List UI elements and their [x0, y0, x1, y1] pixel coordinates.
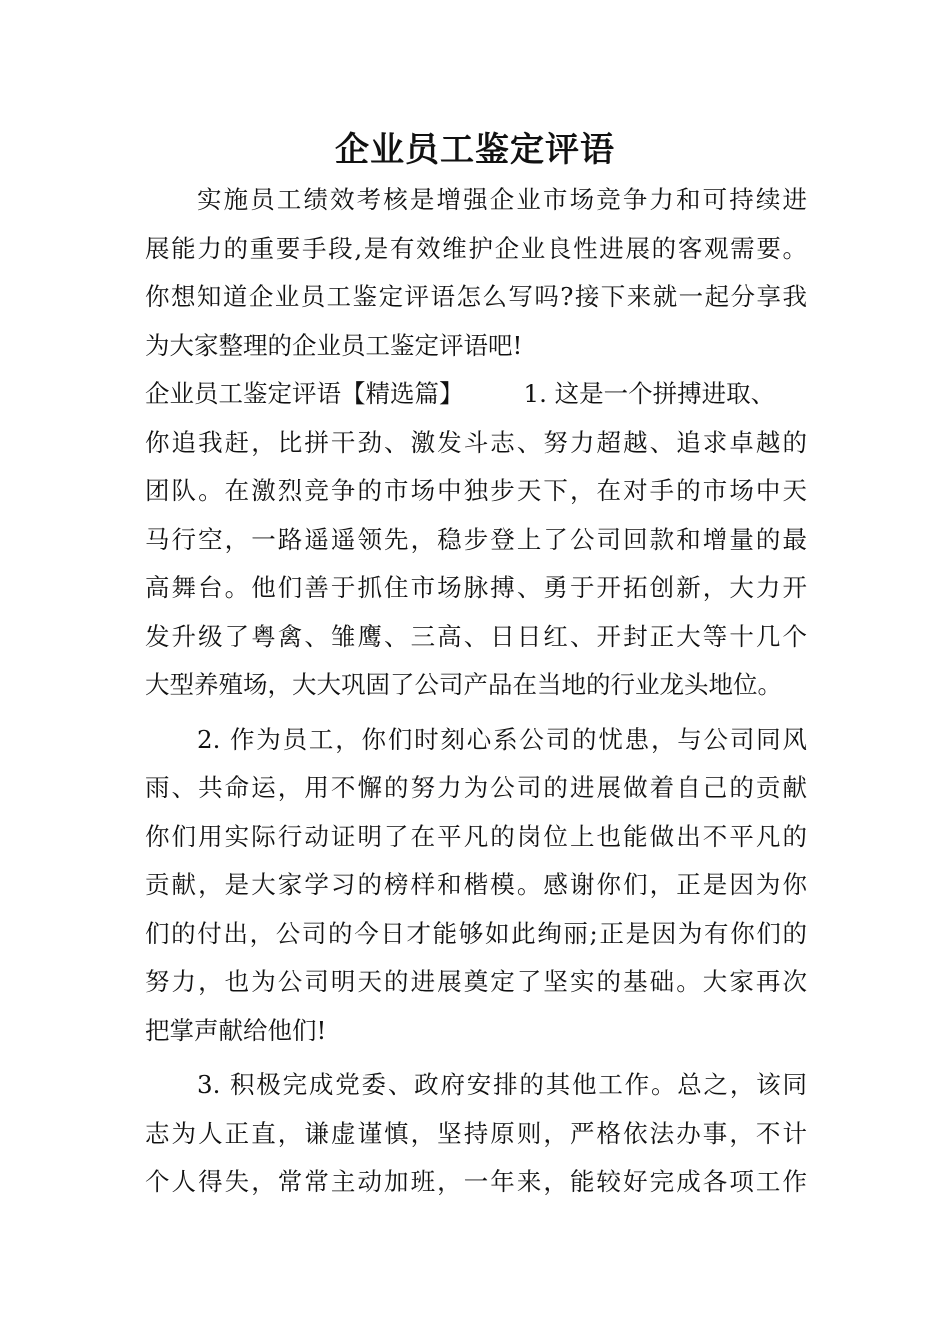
item-2-line: 2. 作为员工，你们时刻心系公司的忧患，与公司同风 [197, 724, 807, 754]
item-1-line: 1. 这是一个拼搏进取、 [523, 379, 776, 408]
item-1-line: 大型养殖场，大大巩固了公司产品在当地的行业龙头地位。 [145, 670, 782, 699]
item-1-line: 发升级了粤禽、雏鹰、三高、日日红、开封正大等十几个 [145, 621, 807, 651]
item-2-paragraph [145, 716, 807, 1056]
item-1-paragraph [145, 370, 807, 710]
item-2-line: 贡献，是大家学习的榜样和楷模。感谢你们，正是因为你 [145, 870, 807, 899]
item-3-paragraph [145, 1061, 807, 1207]
item-3-line: 3. 积极完成党委、政府安排的其他工作。总之，该同 [197, 1070, 807, 1099]
section-heading: 企业员工鉴定评语【精选篇】 [145, 379, 464, 408]
item-2-line: 们的付出，公司的今日才能够如此绚丽;正是因为有你们的 [145, 918, 807, 948]
item-2-line: 把掌声献给他们! [145, 1015, 327, 1045]
item-2-line: 努力，也为公司明天的进展奠定了坚实的基础。大家再次 [145, 967, 807, 996]
intro-paragraph [145, 176, 807, 370]
document-body [145, 176, 807, 1207]
item-1-line: 高舞台。他们善于抓住市场脉搏、勇于开拓创新，大力开 [145, 573, 807, 602]
item-3-line: 个人得失，常常主动加班，一年来，能较好完成各项工作 [145, 1167, 807, 1196]
item-3-line: 志为人正直，谦虚谨慎，坚持原则，严格依法办事，不计 [145, 1118, 807, 1148]
document-title: 企业员工鉴定评语 [335, 130, 615, 170]
item-1-line: 你追我赶，比拼干劲、激发斗志、努力超越、追求卓越的 [145, 427, 807, 457]
intro-line: 为大家整理的企业员工鉴定评语吧! [145, 330, 523, 360]
section-heading-line [145, 370, 807, 419]
item-2-line: 你们用实际行动证明了在平凡的岗位上也能做出不平凡的 [145, 821, 807, 851]
item-1-line: 马行空，一路遥遥领先，稳步登上了公司回款和增量的最 [145, 524, 807, 554]
intro-line: 实施员工绩效考核是增强企业市场竞争力和可持续进 [197, 185, 807, 214]
item-2-line: 雨、共命运，用不懈的努力为公司的进展做着自己的贡献 [145, 773, 807, 802]
item-1-line: 团队。在激烈竞争的市场中独步天下，在对手的市场中天 [145, 476, 807, 505]
intro-line: 你想知道企业员工鉴定评语怎么写吗?接下来就一起分享我 [145, 282, 807, 311]
intro-line: 展能力的重要手段,是有效维护企业良性进展的客观需要。 [145, 233, 807, 263]
